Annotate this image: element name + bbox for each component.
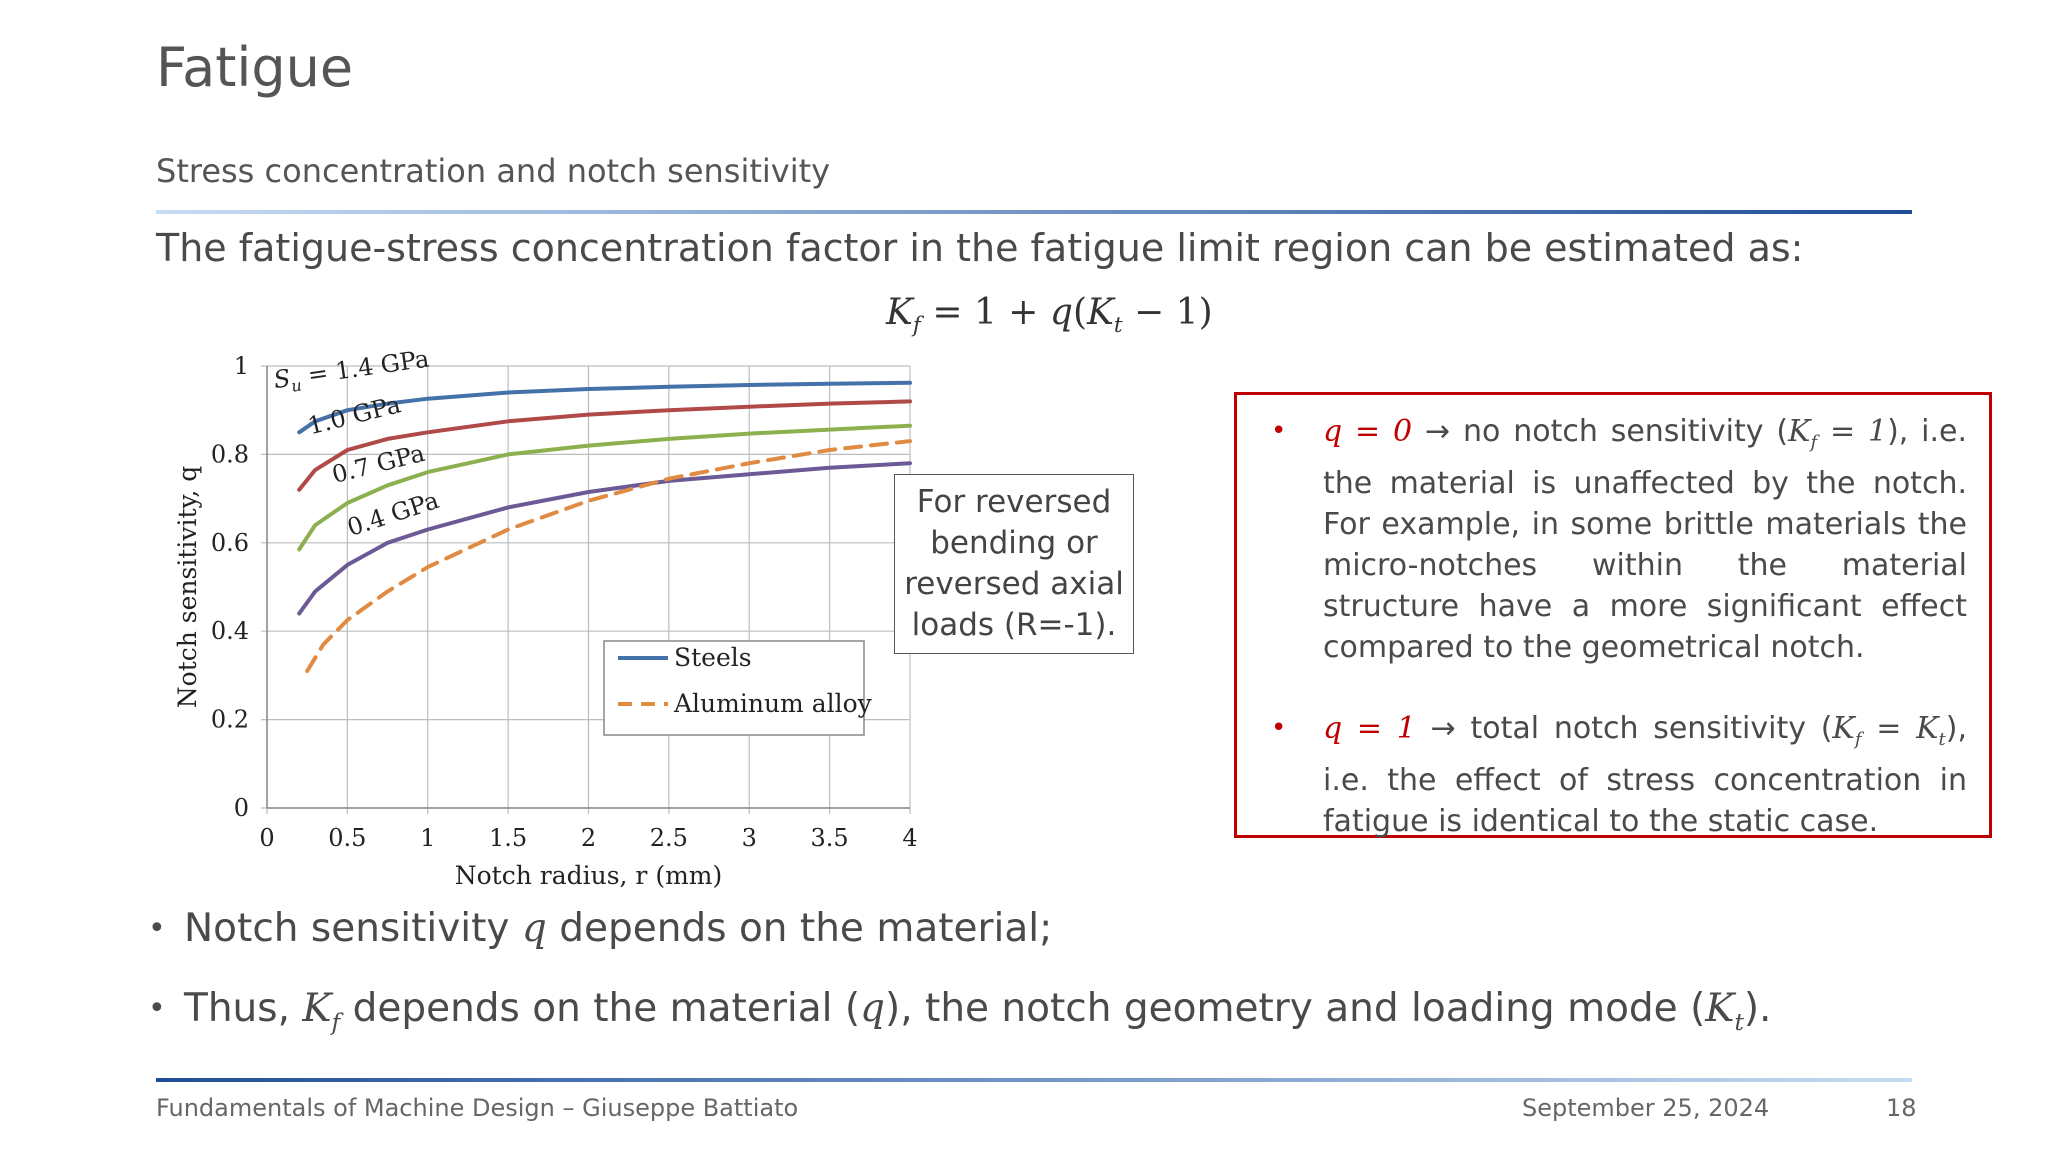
bullet-icon: •	[1271, 416, 1287, 446]
b2-kf: K	[302, 986, 332, 1031]
formula-q: q	[1049, 292, 1073, 333]
b1-text2: depends on the material;	[546, 906, 1053, 951]
q-one-item	[1257, 708, 1967, 842]
q-one-text1: total notch sensitivity (	[1470, 711, 1833, 746]
formula-open: (	[1072, 292, 1088, 333]
x-tick-label: 3.5	[810, 824, 849, 852]
formula-kt: K	[1087, 292, 1114, 333]
series-label: 1.0 GPa	[305, 390, 404, 441]
bullet-icon: •	[1271, 713, 1287, 743]
series-label: 0.4 GPa	[343, 486, 443, 542]
b2-text1: Thus,	[184, 986, 303, 1031]
x-axis-label: Notch radius, r (mm)	[454, 861, 723, 890]
b1-text1: Notch sensitivity	[184, 906, 522, 951]
y-tick-label: 0.8	[210, 440, 249, 469]
loading-callout	[894, 474, 1134, 654]
y-tick-label: 0.4	[210, 617, 249, 646]
bullet-kf-dependence	[148, 986, 1771, 1036]
q-zero-kf-sub: f	[1810, 432, 1818, 453]
legend-label: Steels	[674, 643, 752, 672]
y-tick-label: 0.6	[210, 528, 249, 557]
b2-text2: depends on the material (	[340, 986, 861, 1031]
q-zero-kf: K	[1788, 414, 1811, 449]
y-axis-label: Notch sensitivity, q	[173, 465, 202, 709]
page-number: 18	[1886, 1094, 1917, 1122]
q-one-kf: K	[1832, 711, 1855, 746]
series-label: 0.7 GPa	[329, 438, 428, 489]
legend-label: Aluminum alloy	[674, 689, 872, 718]
formula-kf: K	[886, 292, 913, 333]
chart-legend	[604, 641, 873, 735]
x-tick-label: 0.5	[328, 824, 367, 852]
formula-kt-sub: t	[1113, 313, 1123, 339]
notch-sensitivity-chart	[160, 340, 920, 900]
formula-rest: − 1)	[1122, 292, 1213, 333]
kf-formula	[886, 292, 1213, 338]
x-tick-label: 1	[420, 824, 436, 852]
intro-text: The fatigue-stress concentration factor in the fatigue limit region can be estimated as:	[156, 226, 1804, 270]
callout-text: For reversed bending or reversed axial loads (R=-1).	[904, 484, 1124, 643]
q-one-kf-sub: f	[1854, 729, 1862, 750]
bullet-icon: •	[148, 991, 166, 1026]
x-tick-label: 2.5	[649, 824, 688, 852]
b1-q: q	[521, 906, 547, 951]
b2-kt-sub: t	[1734, 1007, 1744, 1036]
footer-date: September 25, 2024	[1522, 1094, 1770, 1122]
y-tick-label: 0.2	[210, 705, 249, 734]
x-tick-label: 0	[259, 824, 275, 852]
q-one-text2: ), i.e. the effect of stress concentration in fatigue is identical to the static case.	[1323, 711, 1968, 839]
footer-divider	[156, 1078, 1912, 1082]
q-zero-text1: no notch sensitivity (	[1462, 414, 1789, 449]
bullet-material	[148, 906, 1052, 951]
b2-text3: ), the notch geometry and loading mode (	[885, 986, 1706, 1031]
q-definition-box	[1234, 392, 1992, 838]
footer-course: Fundamentals of Machine Design – Giuseppe Battiato	[156, 1094, 799, 1122]
b2-text4: ).	[1743, 986, 1772, 1031]
formula-kf-sub: f	[912, 313, 921, 339]
formula-eq: = 1 +	[920, 292, 1050, 333]
x-tick-label: 3	[741, 824, 757, 852]
b2-q: q	[860, 986, 886, 1031]
q-zero-item	[1257, 411, 1967, 668]
aluminum-series-line	[307, 438, 910, 671]
b2-kt: K	[1705, 986, 1735, 1031]
arrow-icon: →	[1412, 414, 1463, 449]
q-one: q = 1	[1323, 711, 1416, 746]
header-divider	[156, 210, 1912, 214]
q-zero-eq: = 1	[1817, 414, 1888, 449]
slide-subtitle: Stress concentration and notch sensitivity	[156, 152, 831, 190]
q-one-kt: K	[1916, 711, 1939, 746]
slide-title: Fatigue	[156, 36, 354, 99]
y-tick-label: 1	[233, 352, 249, 380]
b2-kf-sub: f	[331, 1007, 341, 1036]
q-zero-text2: ), i.e. the material is unaffected by the notch. For example, in some brittle materials the micro-notches within the material structure have a more significant effect compared to the geometrical notch.	[1323, 414, 1968, 665]
x-tick-label: 4	[902, 824, 918, 852]
series-label: $S_u = 1.4$ GPa	[271, 344, 431, 396]
steel-series-line-2	[299, 426, 910, 550]
q-zero: q = 0	[1323, 414, 1413, 449]
bullet-icon: •	[148, 911, 166, 946]
q-one-eq: =	[1861, 711, 1917, 746]
q-one-kt-sub: t	[1938, 729, 1946, 750]
x-tick-label: 1.5	[489, 824, 528, 852]
arrow-icon: →	[1415, 711, 1471, 746]
x-tick-label: 2	[580, 824, 597, 852]
y-tick-label: 0	[233, 794, 249, 822]
